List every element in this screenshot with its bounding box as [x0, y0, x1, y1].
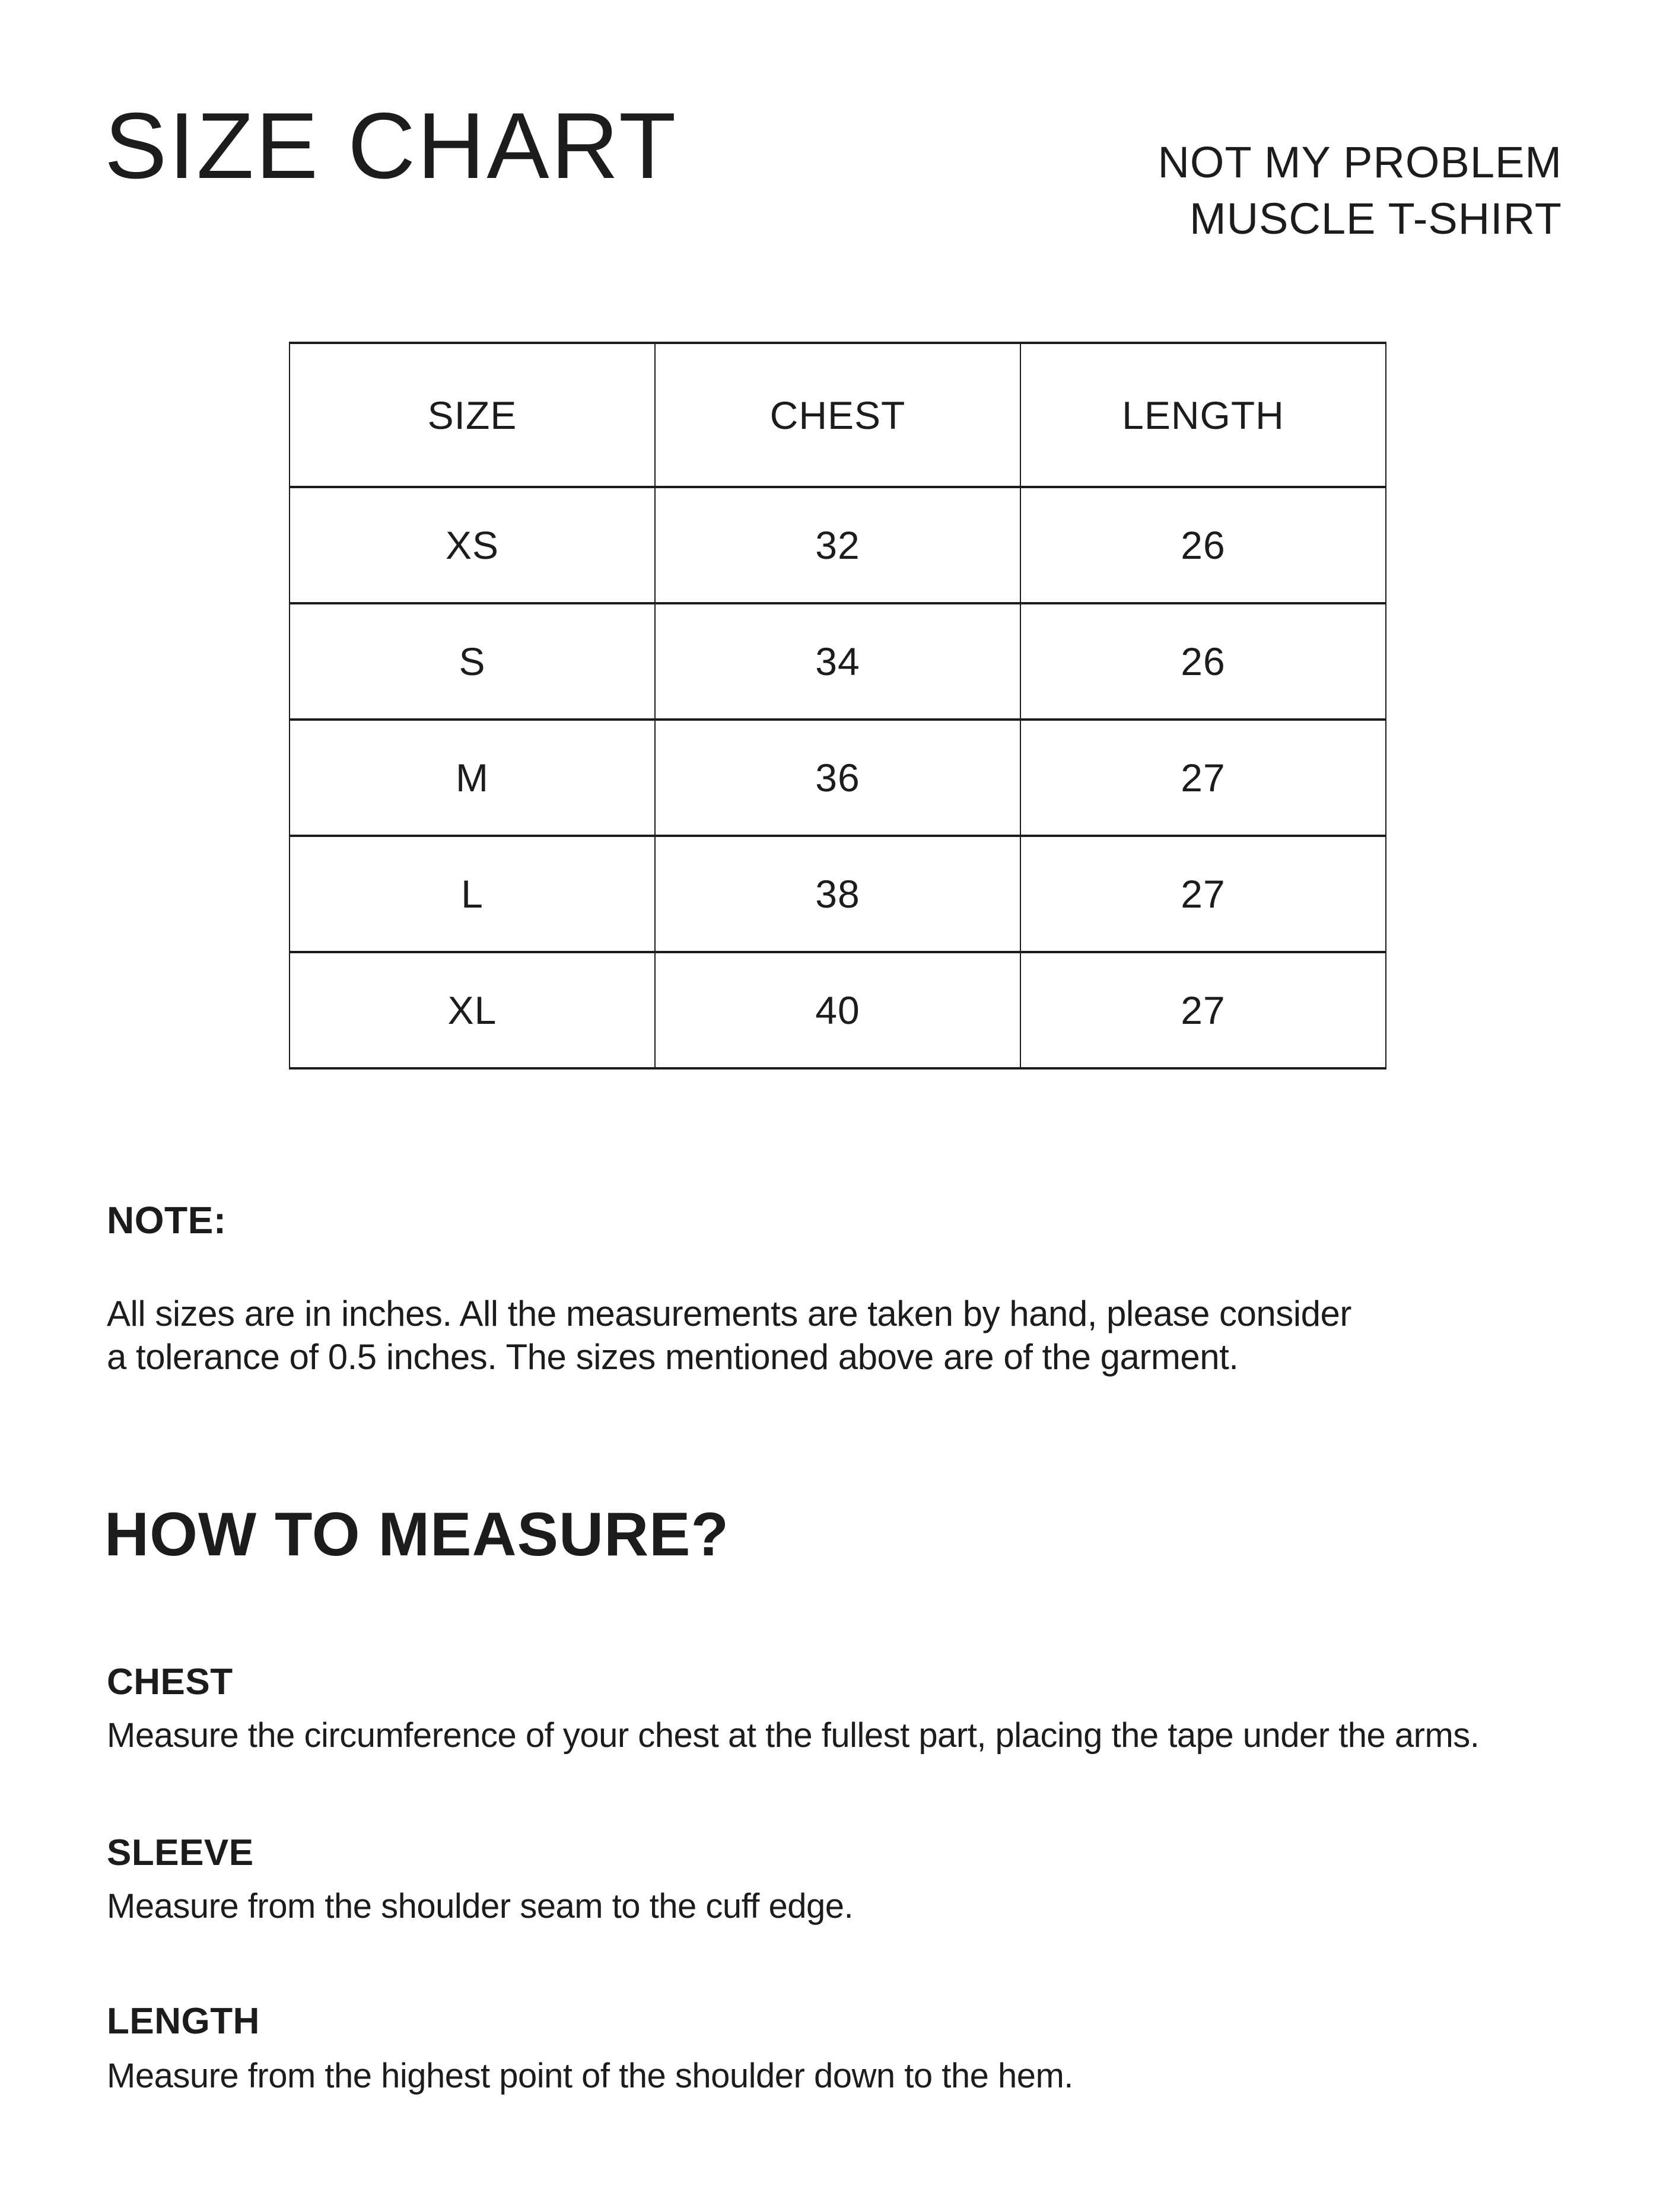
how-to-measure-heading: HOW TO MEASURE? — [104, 1500, 730, 1569]
col-header-chest: CHEST — [655, 343, 1020, 487]
size-table-header — [290, 343, 1386, 487]
size-cell: XS — [290, 487, 655, 603]
col-header-length: LENGTH — [1020, 343, 1386, 487]
sleeve-section-heading: SLEEVE — [107, 1832, 254, 1873]
size-cell: S — [290, 603, 655, 720]
note-text — [107, 1292, 1351, 1379]
table-row — [290, 952, 1386, 1068]
note-heading: NOTE: — [107, 1199, 227, 1242]
product-name-line2: MUSCLE T-SHIRT — [1189, 194, 1562, 243]
length-cell: 27 — [1020, 836, 1386, 952]
chest-cell: 36 — [655, 720, 1020, 836]
table-row — [290, 720, 1386, 836]
size-table-body — [290, 487, 1386, 1068]
length-section-text: Measure from the highest point of the shoulder down to the hem. — [107, 2057, 1073, 2095]
length-cell: 26 — [1020, 603, 1386, 720]
chest-cell: 40 — [655, 952, 1020, 1068]
length-section-heading: LENGTH — [107, 2001, 260, 2042]
size-cell: M — [290, 720, 655, 836]
size-table — [289, 342, 1386, 1070]
note-text-line1: All sizes are in inches. All the measurements are taken by hand, please consider — [107, 1294, 1351, 1333]
table-row — [290, 836, 1386, 952]
size-cell: L — [290, 836, 655, 952]
product-name-line1: NOT MY PROBLEM — [1157, 138, 1562, 187]
chest-section-text: Measure the circumference of your chest at the fullest part, placing the tape under the arms. — [107, 1716, 1480, 1755]
length-cell: 26 — [1020, 487, 1386, 603]
table-header-row — [290, 343, 1386, 487]
chest-section-heading: CHEST — [107, 1662, 233, 1702]
page-title: SIZE CHART — [104, 94, 678, 198]
sleeve-section-text: Measure from the shoulder seam to the cuff edge. — [107, 1887, 854, 1925]
chest-cell: 32 — [655, 487, 1020, 603]
chest-cell: 38 — [655, 836, 1020, 952]
product-name — [1157, 134, 1562, 247]
table-row — [290, 487, 1386, 603]
col-header-size: SIZE — [290, 343, 655, 487]
length-cell: 27 — [1020, 952, 1386, 1068]
table-row — [290, 603, 1386, 720]
length-cell: 27 — [1020, 720, 1386, 836]
chest-cell: 34 — [655, 603, 1020, 720]
note-text-line2: a tolerance of 0.5 inches. The sizes mentioned above are of the garment. — [107, 1337, 1239, 1377]
size-cell: XL — [290, 952, 655, 1068]
